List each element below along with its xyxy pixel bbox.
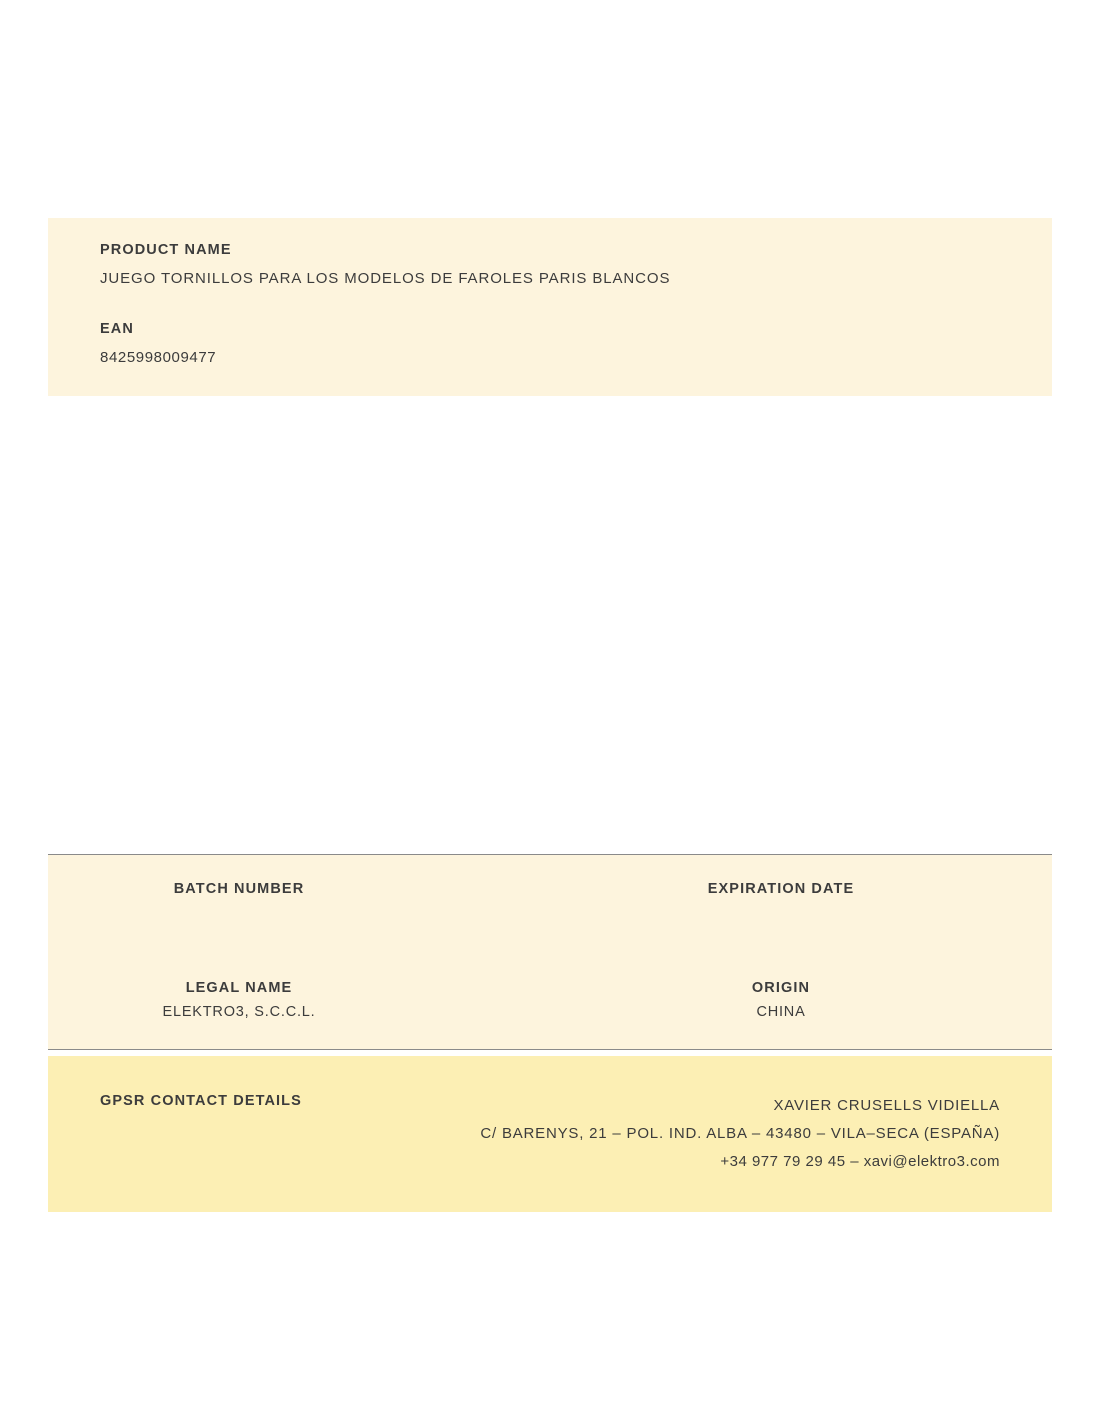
gpsr-contact-phone-email: +34 977 79 29 45 – xavi@elektro3.com [720,1153,1000,1170]
gpsr-contact-label: GPSR CONTACT DETAILS [100,1093,302,1109]
expiration-date-value [550,905,1012,922]
origin-value: CHINA [756,1004,806,1020]
batch-number-value [48,905,430,922]
product-details-panel [48,218,1052,397]
expiration-date-label: EXPIRATION DATE [707,881,855,897]
batch-legal-panel [48,854,1052,1050]
legal-name-label: LEGAL NAME [185,980,293,996]
batch-number-label: BATCH NUMBER [173,881,305,897]
product-name-label: PRODUCT NAME [100,242,232,258]
gpsr-contact-person: XAVIER CRUSELLS VIDIELLA [773,1097,1000,1114]
ean-value: 8425998009477 [100,349,217,366]
row-divider-space [48,922,1052,980]
ean-field [100,321,1000,366]
legal-origin-row [48,980,1052,1021]
gpsr-contact-address: C/ BARENYS, 21 – POL. IND. ALBA – 43480 – VILA–SECA (ESPAÑA) [480,1125,1000,1142]
product-name-value: JUEGO TORNILLOS PARA LOS MODELOS DE FAROLES PARIS BLANCOS [100,270,671,287]
origin-label: ORIGIN [751,980,811,996]
expiration-date-field [550,881,1052,922]
ean-label: EAN [100,321,134,337]
legal-name-field [48,980,550,1021]
product-name-field [100,242,1000,287]
origin-field [550,980,1052,1021]
blank-content-region [48,396,1052,854]
batch-expiration-row [48,881,1052,922]
legal-name-value: ELEKTRO3, S.C.C.L. [162,1004,316,1020]
batch-number-field [48,881,550,922]
gpsr-contact-lines [480,1092,1000,1176]
gpsr-contact-panel [48,1056,1052,1212]
